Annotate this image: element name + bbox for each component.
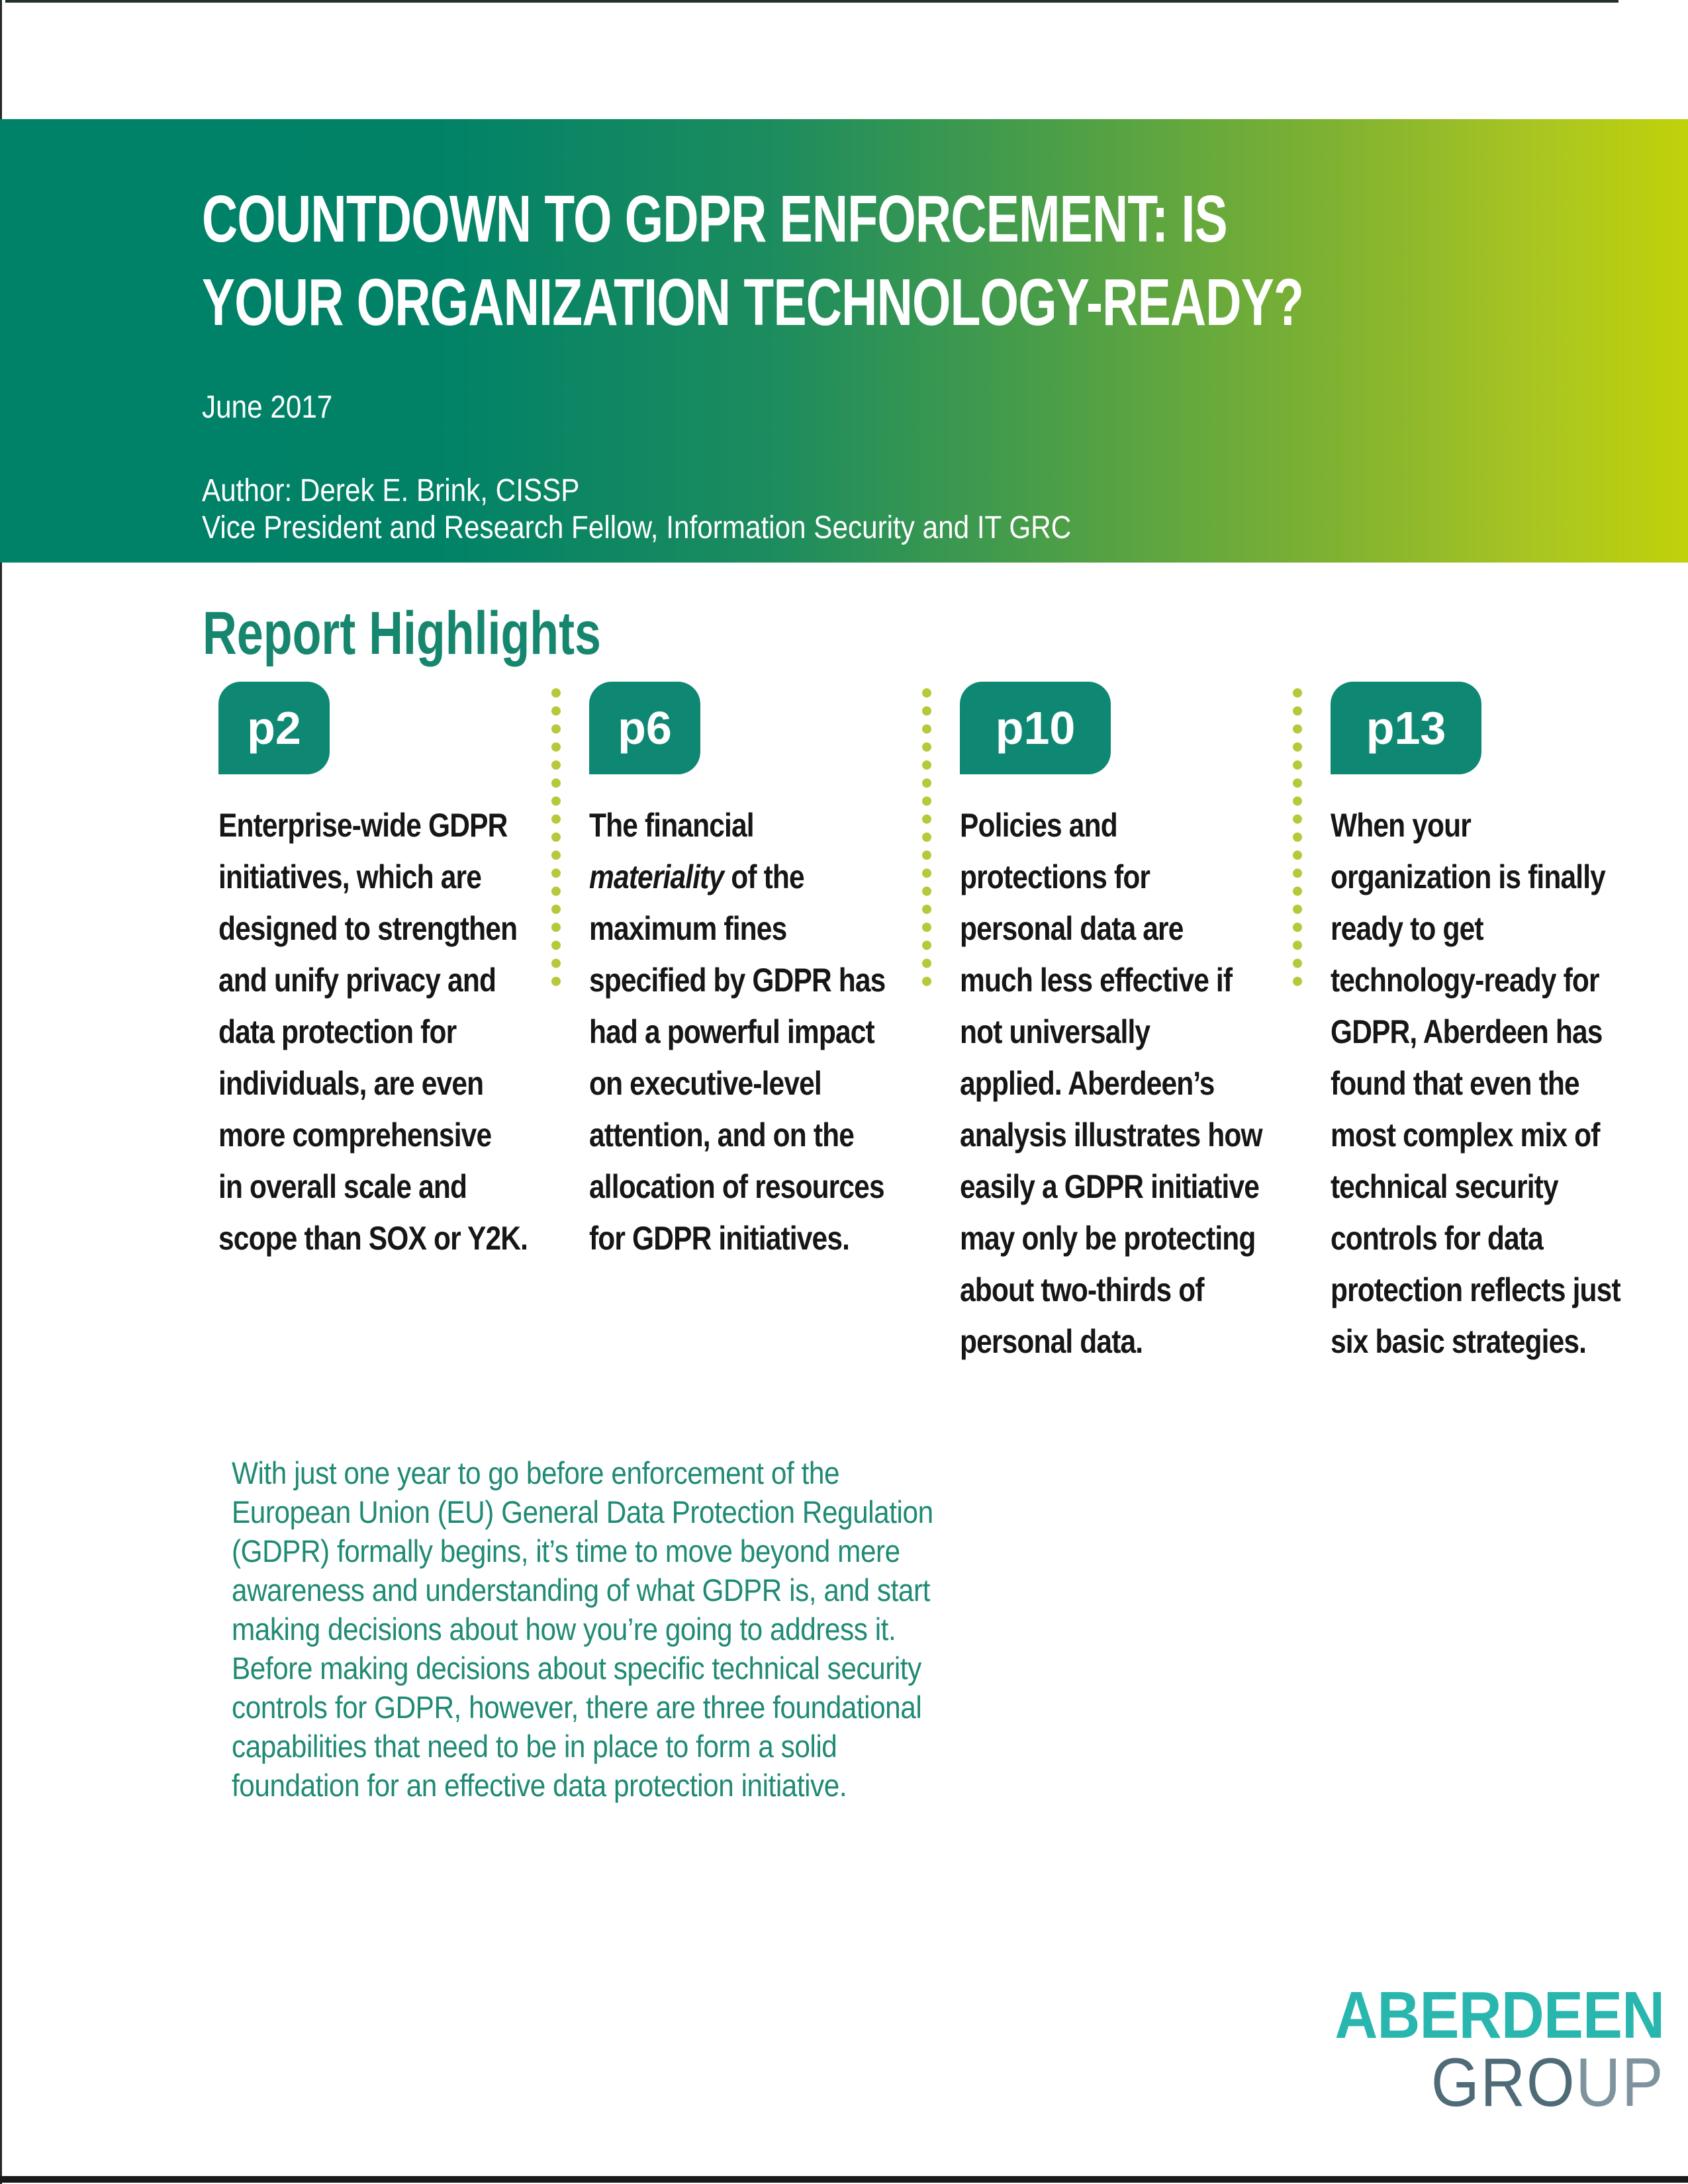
highlight-column-p10 (960, 682, 1294, 1360)
highlight-text-p2: Enterprise-wide GDPR initiatives, which are designed to strengthen and unify privacy and data protection for individuals, are even more comprehensive in overall scale and scope than SOX or Y2K. (218, 807, 528, 1257)
report-title-line2: YOUR ORGANIZATION TECHNOLOGY-READY? (202, 265, 1304, 340)
report-author (202, 473, 1071, 547)
report-date: June 2017 (202, 390, 333, 425)
scan-top-edge-line (5, 0, 1618, 3)
page-badge-p2: p2 (218, 682, 330, 774)
page-badge-p13: p13 (1331, 682, 1481, 774)
author-name-line: Author: Derek E. Brink, CISSP (202, 473, 580, 508)
highlight-column-p2 (218, 682, 553, 1257)
report-banner (0, 119, 1688, 563)
logo-group-light-part: UP (1575, 2044, 1664, 2121)
report-title-line1: COUNTDOWN TO GDPR ENFORCEMENT: IS (202, 182, 1227, 256)
author-role-line: Vice President and Research Fellow, Information Security and IT GRC (202, 510, 1072, 545)
dotted-separator-1 (551, 688, 561, 986)
footer-bar (0, 2176, 1688, 2183)
logo-aberdeen-text: ABERDEEN (1335, 1978, 1664, 2052)
logo-group-dark-part: GRO (1430, 2044, 1576, 2121)
dotted-separator-3 (1293, 688, 1302, 986)
report-title (202, 177, 1303, 344)
highlight-text-p10: Policies and protections for personal data are much less effective if not universally applied. Aberdeen’s analysis illustrates how easily a GDPR initiative may only be protecting about two-thirds of personal data. (960, 807, 1262, 1360)
dotted-separator-2 (922, 688, 931, 986)
highlight-column-p13 (1331, 682, 1665, 1360)
highlight-text-p13: When your organization is finally ready to get technology-ready for GDPR, Aberdeen has found that even the most complex mix of technical security controls for data protection reflects just six basic strategies. (1331, 807, 1620, 1360)
aberdeen-group-logo (1298, 1978, 1664, 2121)
highlight-column-p6 (589, 682, 923, 1257)
intro-paragraph: With just one year to go before enforcement of the European Union (EU) General Data Protection Regulation (GDPR) formally begins, it’s time to move beyond mere awareness and understanding of what GDPR is, and start making decisions about how you’re going to address it. Before making decisions about specific technical security controls for GDPR, however, there are three foundational capabilities that need to be in place to form a solid foundation for an effective data protection initiative. (232, 1455, 933, 1803)
page-badge-p6: p6 (589, 682, 700, 774)
logo-group-text (1335, 2044, 1664, 2121)
highlight-text-p6: The financial materiality of the maximum fines specified by GDPR has had a powerful impact on executive-level attention, and on the allocation of resources for GDPR initiatives. (589, 807, 886, 1257)
section-title-report-highlights: Report Highlights (203, 600, 601, 667)
page-badge-p10: p10 (960, 682, 1111, 774)
